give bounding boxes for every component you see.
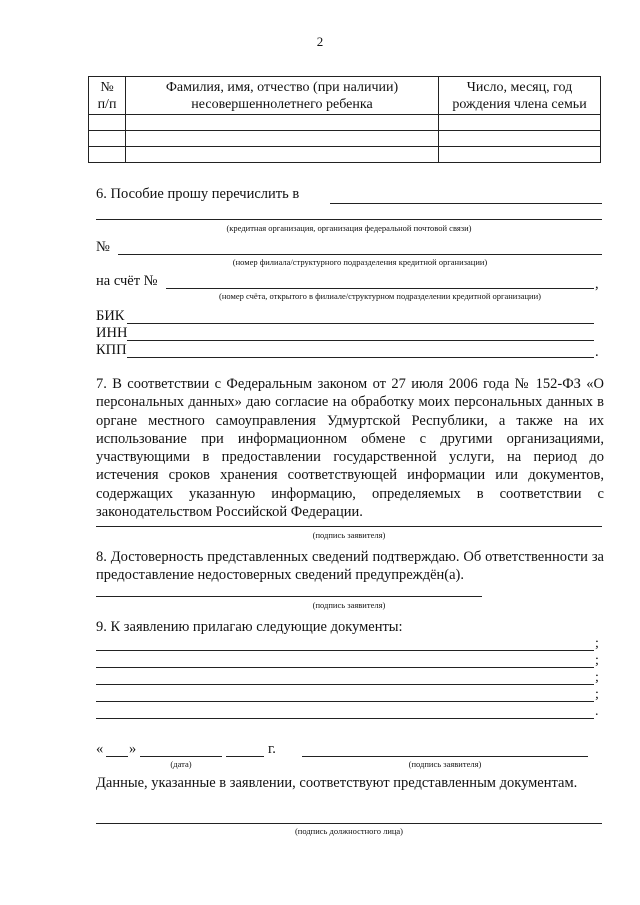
branch-number-field[interactable] [118, 254, 602, 255]
attachment-line-5[interactable] [96, 718, 594, 719]
table-row [89, 147, 601, 163]
account-caption: (номер счёта, открытого в филиале/структурном подразделении кредитной организации) [219, 291, 541, 301]
table-cell[interactable] [126, 115, 439, 131]
column-header-birthdate [439, 77, 601, 115]
table-row [89, 115, 601, 131]
date-year-field[interactable] [226, 756, 264, 757]
attachment-line-3-end: ; [595, 670, 599, 685]
bik-label: БИК [96, 308, 125, 324]
date-day-field[interactable] [106, 756, 128, 757]
applicant-signature-caption: (подпись заявителя) [408, 759, 482, 769]
bank-name-field[interactable] [330, 203, 602, 204]
branch-number-caption: (номер филиала/структурного подразделения кредитной организации) [232, 257, 488, 267]
kpp-field[interactable] [127, 357, 594, 358]
bik-field[interactable] [127, 323, 594, 324]
table-cell[interactable] [439, 131, 601, 147]
attachment-line-3[interactable] [96, 684, 594, 685]
table-row [89, 131, 601, 147]
attachment-line-1[interactable] [96, 650, 594, 651]
confirmation-text: Данные, указанные в заявлении, соответствуют представленным документам. [96, 775, 578, 791]
official-signature-caption: (подпись должностного лица) [294, 826, 404, 836]
column-header-name [126, 77, 439, 115]
branch-number-label: № [96, 239, 110, 255]
accuracy-paragraph: 8. Достоверность представленных сведений подтверждаю. Об ответственности за предоставление недостоверных сведений предупреждён(а). [96, 549, 604, 584]
official-signature-field[interactable] [96, 823, 602, 824]
table-cell[interactable] [126, 131, 439, 147]
table-cell[interactable] [439, 147, 601, 163]
attachment-line-4[interactable] [96, 701, 594, 702]
table-cell[interactable] [126, 147, 439, 163]
attachment-line-1-end: ; [595, 636, 599, 651]
date-year-suffix: г. [268, 741, 276, 757]
consent-signature-caption: (подпись заявителя) [312, 530, 386, 540]
inn-label: ИНН [96, 325, 128, 341]
consent-paragraph: 7. В соответствии с Федеральным законом от 27 июля 2006 года № 152-ФЗ «О персональных данных» даю согласие на обработку моих персональных данных в органе местного самоуправления Удмуртской Республики, а также на их использование при информационном обмене с другими организациями, участвующими в предоставлении государственной услуги, на период до истечения сроков хранения соответствующей информации или документов, содержащих указанную информацию, определяемых в соответствии с законодательством Российской Федерации. [96, 376, 604, 521]
date-close-quote: » [129, 741, 137, 757]
consent-signature-field[interactable] [96, 526, 602, 527]
table-cell[interactable] [89, 115, 126, 131]
account-label: на счёт № [96, 273, 158, 289]
date-month-field[interactable] [140, 756, 222, 757]
attachment-line-2[interactable] [96, 667, 594, 668]
section6-label: 6. Пособие прошу перечислить в [96, 186, 300, 202]
date-caption: (дата) [170, 759, 192, 769]
table-cell[interactable] [89, 131, 126, 147]
column-header-number-text: № п/п [97, 79, 117, 112]
account-number-field[interactable] [166, 288, 594, 289]
table-cell[interactable] [439, 115, 601, 131]
family-members-table [88, 76, 601, 163]
kpp-dot: . [595, 344, 599, 360]
bank-name-caption: (кредитная организация, организация федеральной почтовой связи) [226, 223, 472, 233]
date-open-quote: « [96, 741, 104, 757]
attachments-label: 9. К заявлению прилагаю следующие документы: [96, 619, 403, 635]
attachment-line-4-end: ; [595, 687, 599, 702]
applicant-signature-field[interactable] [302, 756, 588, 757]
table-cell[interactable] [89, 147, 126, 163]
page-number: 2 [316, 34, 324, 49]
table-header-row [89, 77, 601, 115]
account-comma: , [595, 276, 599, 292]
accuracy-signature-field[interactable] [96, 596, 482, 597]
attachment-line-2-end: ; [595, 653, 599, 668]
bank-name-field-continued[interactable] [96, 219, 602, 220]
column-header-birthdate-text: Число, месяц, год рождения члена семьи [452, 79, 587, 112]
column-header-number [89, 77, 126, 115]
inn-field[interactable] [127, 340, 594, 341]
attachment-line-5-end: . [595, 704, 599, 719]
kpp-label: КПП [96, 342, 127, 358]
accuracy-signature-caption: (подпись заявителя) [312, 600, 386, 610]
column-header-name-text: Фамилия, имя, отчество (при наличии) несовершеннолетнего ребенка [165, 79, 399, 112]
